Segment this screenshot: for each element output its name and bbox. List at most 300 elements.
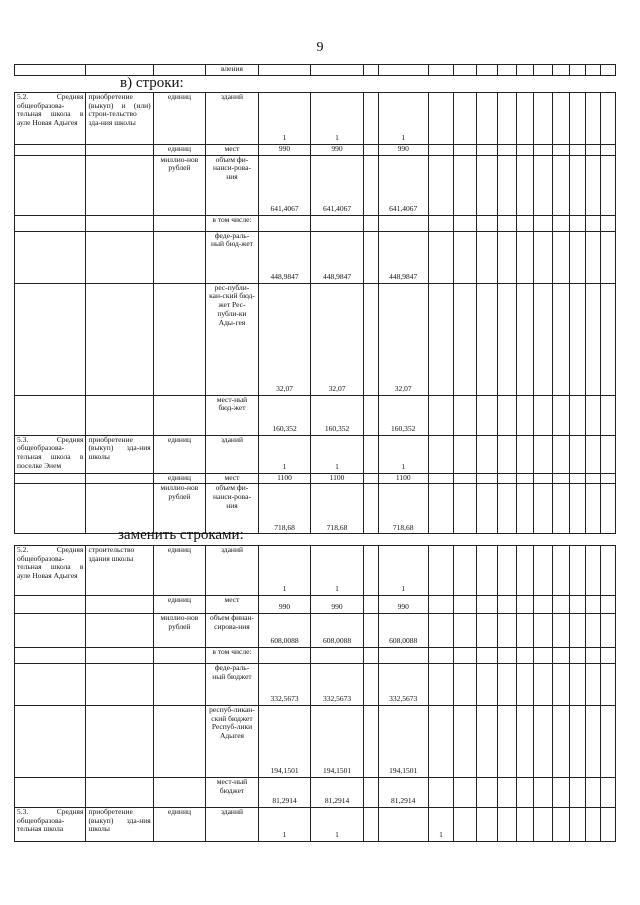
- object-name-cell: [15, 145, 86, 156]
- empty-cell: [569, 155, 586, 215]
- empty-cell: [477, 778, 498, 808]
- indicator-cell: мест: [206, 473, 259, 484]
- empty-cell: [533, 614, 552, 648]
- empty-cell: [363, 664, 378, 706]
- cell: [517, 65, 534, 76]
- empty-cell: [498, 145, 517, 156]
- empty-cell: [586, 145, 601, 156]
- table-row: [15, 778, 616, 808]
- value-cell: 608,0088: [311, 614, 364, 648]
- empty-cell: [363, 435, 378, 473]
- empty-cell: [586, 546, 601, 596]
- empty-cell: [533, 648, 552, 664]
- empty-cell: [586, 93, 601, 145]
- page-number: 9: [316, 40, 324, 55]
- empty-cell: [363, 484, 378, 534]
- table-row: [15, 395, 616, 435]
- object-name-cell: [15, 484, 86, 534]
- empty-cell: [517, 484, 534, 534]
- empty-cell: [517, 706, 534, 778]
- object-name-cell: [15, 215, 86, 231]
- value-cell: [378, 808, 428, 842]
- value-cell: [428, 596, 453, 614]
- empty-cell: [454, 473, 477, 484]
- empty-cell: [601, 283, 616, 395]
- empty-cell: [586, 648, 601, 664]
- empty-cell: [601, 664, 616, 706]
- indicator-cell: объем финан-сирова-ния: [206, 614, 259, 648]
- object-name-cell: 5.2. Средняя общеобразова-тельная школа в ауле Новая Адыгея: [15, 93, 86, 145]
- empty-cell: [454, 283, 477, 395]
- value-cell: 718,68: [378, 484, 428, 534]
- value-cell: [428, 664, 453, 706]
- empty-cell: [601, 435, 616, 473]
- empty-cell: [363, 215, 378, 231]
- value-cell: 990: [378, 145, 428, 156]
- empty-cell: [569, 808, 586, 842]
- empty-cell: [454, 231, 477, 283]
- value-cell: 641,4067: [258, 155, 311, 215]
- section-heading-before: в) строки:: [120, 75, 184, 91]
- empty-cell: [552, 215, 569, 231]
- empty-cell: [533, 706, 552, 778]
- empty-cell: [363, 283, 378, 395]
- empty-cell: [477, 596, 498, 614]
- empty-cell: [552, 484, 569, 534]
- empty-cell: [363, 778, 378, 808]
- indicator-cell: зданий: [206, 546, 259, 596]
- cell: [498, 65, 517, 76]
- value-cell: 1: [378, 546, 428, 596]
- value-cell: 1: [311, 435, 364, 473]
- empty-cell: [454, 664, 477, 706]
- empty-cell: [498, 808, 517, 842]
- value-cell: 32,07: [311, 283, 364, 395]
- empty-cell: [428, 155, 453, 215]
- value-cell: 608,0088: [258, 614, 311, 648]
- unit-cell: [153, 778, 206, 808]
- value-cell: 160,352: [258, 395, 311, 435]
- value-cell: 1: [258, 808, 311, 842]
- table-row: [15, 473, 616, 484]
- empty-cell: [454, 596, 477, 614]
- value-cell: [311, 648, 364, 664]
- empty-cell: [586, 778, 601, 808]
- empty-cell: [517, 395, 534, 435]
- empty-cell: [454, 706, 477, 778]
- table-row: [15, 664, 616, 706]
- object-name-cell: [15, 231, 86, 283]
- empty-cell: [601, 231, 616, 283]
- empty-cell: [533, 283, 552, 395]
- empty-cell: [428, 145, 453, 156]
- empty-cell: [569, 596, 586, 614]
- action-cell: [86, 145, 153, 156]
- empty-cell: [498, 706, 517, 778]
- continuation-cell: вления: [206, 65, 259, 76]
- action-cell: [86, 596, 153, 614]
- empty-cell: [569, 706, 586, 778]
- empty-cell: [533, 546, 552, 596]
- table-row: [15, 231, 616, 283]
- empty-cell: [477, 283, 498, 395]
- value-cell: 608,0088: [378, 614, 428, 648]
- empty-cell: [533, 664, 552, 706]
- value-cell: 1: [378, 435, 428, 473]
- unit-cell: единиц: [153, 473, 206, 484]
- empty-cell: [428, 484, 453, 534]
- unit-cell: миллио-нов рублей: [153, 155, 206, 215]
- empty-cell: [533, 215, 552, 231]
- empty-cell: [498, 473, 517, 484]
- value-cell: 990: [378, 596, 428, 614]
- empty-cell: [498, 395, 517, 435]
- empty-cell: [586, 283, 601, 395]
- action-cell: приобретение (выкуп) зда-ния школы: [86, 808, 153, 842]
- empty-cell: [552, 648, 569, 664]
- table-row: [15, 435, 616, 473]
- value-cell: 160,352: [378, 395, 428, 435]
- value-cell: 990: [258, 145, 311, 156]
- indicator-cell: мест-ный бюд-жет: [206, 395, 259, 435]
- empty-cell: [428, 283, 453, 395]
- empty-cell: [569, 283, 586, 395]
- value-cell: 1: [258, 93, 311, 145]
- empty-cell: [552, 808, 569, 842]
- empty-cell: [517, 614, 534, 648]
- unit-cell: единиц: [153, 435, 206, 473]
- empty-cell: [428, 93, 453, 145]
- unit-cell: единиц: [153, 546, 206, 596]
- empty-cell: [552, 283, 569, 395]
- empty-cell: [601, 706, 616, 778]
- unit-cell: единиц: [153, 145, 206, 156]
- table-row: [15, 596, 616, 614]
- value-cell: 990: [311, 145, 364, 156]
- indicator-cell: зданий: [206, 808, 259, 842]
- empty-cell: [363, 473, 378, 484]
- unit-cell: миллио-нов рублей: [153, 614, 206, 648]
- value-cell: 1100: [258, 473, 311, 484]
- unit-cell: миллио-нов рублей: [153, 484, 206, 534]
- unit-cell: [153, 231, 206, 283]
- empty-cell: [477, 435, 498, 473]
- table-row: [15, 484, 616, 534]
- empty-cell: [533, 473, 552, 484]
- table-row: [15, 706, 616, 778]
- table-row: [15, 93, 616, 145]
- empty-cell: [428, 215, 453, 231]
- action-cell: [86, 283, 153, 395]
- object-name-cell: 5.3. Средняя общеобразова-тельная школа: [15, 808, 86, 842]
- empty-cell: [477, 484, 498, 534]
- indicator-cell: зданий: [206, 435, 259, 473]
- empty-cell: [517, 808, 534, 842]
- value-cell: [311, 215, 364, 231]
- empty-cell: [569, 484, 586, 534]
- object-name-cell: [15, 473, 86, 484]
- empty-cell: [517, 155, 534, 215]
- empty-cell: [586, 435, 601, 473]
- action-cell: [86, 614, 153, 648]
- value-cell: 160,352: [311, 395, 364, 435]
- empty-cell: [586, 808, 601, 842]
- value-cell: 1100: [378, 473, 428, 484]
- value-cell: 1: [311, 546, 364, 596]
- value-cell: 81,2914: [378, 778, 428, 808]
- empty-cell: [601, 808, 616, 842]
- empty-cell: [533, 155, 552, 215]
- empty-cell: [477, 93, 498, 145]
- unit-cell: [153, 664, 206, 706]
- value-cell: [258, 215, 311, 231]
- empty-cell: [517, 283, 534, 395]
- empty-cell: [477, 473, 498, 484]
- object-name-cell: [15, 706, 86, 778]
- empty-cell: [517, 664, 534, 706]
- table-row: [15, 546, 616, 596]
- empty-cell: [586, 484, 601, 534]
- empty-cell: [454, 546, 477, 596]
- empty-cell: [477, 614, 498, 648]
- empty-cell: [586, 395, 601, 435]
- empty-cell: [586, 614, 601, 648]
- action-cell: [86, 155, 153, 215]
- empty-cell: [569, 664, 586, 706]
- cell: [454, 65, 477, 76]
- empty-cell: [454, 395, 477, 435]
- empty-cell: [477, 546, 498, 596]
- value-cell: 990: [311, 596, 364, 614]
- empty-cell: [569, 546, 586, 596]
- empty-cell: [454, 648, 477, 664]
- empty-cell: [533, 596, 552, 614]
- unit-cell: единиц: [153, 93, 206, 145]
- empty-cell: [428, 231, 453, 283]
- empty-cell: [517, 778, 534, 808]
- empty-cell: [363, 706, 378, 778]
- empty-cell: [363, 596, 378, 614]
- empty-cell: [454, 93, 477, 145]
- cell: [586, 65, 601, 76]
- indicator-cell: объем фи-нанси-рова-ния: [206, 155, 259, 215]
- value-cell: 1100: [311, 473, 364, 484]
- empty-cell: [533, 93, 552, 145]
- action-cell: [86, 395, 153, 435]
- empty-cell: [533, 435, 552, 473]
- empty-cell: [498, 778, 517, 808]
- empty-cell: [454, 155, 477, 215]
- cell: [15, 65, 86, 76]
- empty-cell: [552, 778, 569, 808]
- value-cell: 32,07: [378, 283, 428, 395]
- object-name-cell: [15, 155, 86, 215]
- empty-cell: [517, 648, 534, 664]
- value-cell: 990: [258, 596, 311, 614]
- unit-cell: [153, 283, 206, 395]
- cell: [378, 65, 428, 76]
- empty-cell: [552, 395, 569, 435]
- empty-cell: [454, 778, 477, 808]
- value-cell: 641,4067: [378, 155, 428, 215]
- empty-cell: [498, 614, 517, 648]
- object-name-cell: [15, 283, 86, 395]
- value-cell: 194,1501: [311, 706, 364, 778]
- top-continuation-table: [14, 64, 616, 76]
- empty-cell: [363, 395, 378, 435]
- action-cell: приобретение (выкуп) зда-ния школы: [86, 435, 153, 473]
- cell: [569, 65, 586, 76]
- unit-cell: [153, 648, 206, 664]
- action-cell: приобретение (выкуп) и (или) строи-тельство зда-ния школы: [86, 93, 153, 145]
- empty-cell: [533, 808, 552, 842]
- empty-cell: [498, 546, 517, 596]
- indicator-cell: зданий: [206, 93, 259, 145]
- empty-cell: [498, 155, 517, 215]
- section-heading-after: заменить строками:: [118, 527, 244, 543]
- empty-cell: [569, 215, 586, 231]
- value-cell: 1: [311, 93, 364, 145]
- empty-cell: [477, 664, 498, 706]
- empty-cell: [586, 706, 601, 778]
- action-cell: строительство здания школы: [86, 546, 153, 596]
- indicator-cell: рес-публи-кан-ский бюд-жет Рес-публи-ки Ады-гея: [206, 283, 259, 395]
- value-cell: 448,9847: [258, 231, 311, 283]
- empty-cell: [569, 231, 586, 283]
- object-name-cell: [15, 614, 86, 648]
- cell: [153, 65, 206, 76]
- empty-cell: [552, 145, 569, 156]
- table-row: [15, 614, 616, 648]
- empty-cell: [454, 614, 477, 648]
- action-cell: [86, 648, 153, 664]
- empty-cell: [498, 596, 517, 614]
- table-row: [15, 283, 616, 395]
- indicator-cell: феде-раль-ный бюд-жет: [206, 231, 259, 283]
- value-cell: [428, 648, 453, 664]
- empty-cell: [428, 395, 453, 435]
- empty-cell: [569, 145, 586, 156]
- empty-cell: [363, 231, 378, 283]
- empty-cell: [601, 145, 616, 156]
- empty-cell: [586, 664, 601, 706]
- empty-cell: [552, 706, 569, 778]
- indicator-cell: респуб-ликан-ский бюджет Респуб-лики Адыгея: [206, 706, 259, 778]
- indicator-cell: в том числе:: [206, 648, 259, 664]
- object-name-cell: [15, 596, 86, 614]
- empty-cell: [498, 435, 517, 473]
- value-cell: 641,4067: [311, 155, 364, 215]
- empty-cell: [454, 484, 477, 534]
- empty-cell: [477, 145, 498, 156]
- empty-cell: [454, 808, 477, 842]
- empty-cell: [601, 614, 616, 648]
- empty-cell: [569, 93, 586, 145]
- empty-cell: [552, 473, 569, 484]
- value-cell: 332,5673: [311, 664, 364, 706]
- object-name-cell: [15, 395, 86, 435]
- empty-cell: [498, 215, 517, 231]
- value-cell: 332,5673: [378, 664, 428, 706]
- indicator-cell: в том числе:: [206, 215, 259, 231]
- empty-cell: [498, 93, 517, 145]
- empty-cell: [477, 215, 498, 231]
- action-cell: [86, 473, 153, 484]
- value-cell: 1: [378, 93, 428, 145]
- value-cell: [378, 648, 428, 664]
- value-cell: 448,9847: [378, 231, 428, 283]
- empty-cell: [569, 435, 586, 473]
- empty-cell: [363, 145, 378, 156]
- empty-cell: [569, 648, 586, 664]
- empty-cell: [517, 435, 534, 473]
- indicator-cell: мест-ный бюджет: [206, 778, 259, 808]
- empty-cell: [477, 155, 498, 215]
- empty-cell: [454, 215, 477, 231]
- empty-cell: [454, 145, 477, 156]
- value-cell: [428, 778, 453, 808]
- indicator-cell: объем фи-нанси-рова-ния: [206, 484, 259, 534]
- action-cell: [86, 231, 153, 283]
- empty-cell: [454, 435, 477, 473]
- indicator-cell: мест: [206, 596, 259, 614]
- indicator-cell: мест: [206, 145, 259, 156]
- table-row: [15, 648, 616, 664]
- value-cell: [378, 215, 428, 231]
- empty-cell: [533, 395, 552, 435]
- empty-cell: [569, 614, 586, 648]
- cell: [86, 65, 153, 76]
- object-name-cell: [15, 648, 86, 664]
- table-row: [15, 145, 616, 156]
- empty-cell: [498, 664, 517, 706]
- object-name-cell: [15, 778, 86, 808]
- cell: [477, 65, 498, 76]
- table-after: [14, 545, 616, 842]
- empty-cell: [552, 155, 569, 215]
- empty-cell: [517, 231, 534, 283]
- empty-cell: [498, 283, 517, 395]
- value-cell: 81,2914: [311, 778, 364, 808]
- empty-cell: [477, 231, 498, 283]
- empty-cell: [586, 155, 601, 215]
- empty-cell: [363, 546, 378, 596]
- empty-cell: [363, 614, 378, 648]
- empty-cell: [601, 93, 616, 145]
- empty-cell: [601, 473, 616, 484]
- empty-cell: [586, 596, 601, 614]
- value-cell: 448,9847: [311, 231, 364, 283]
- empty-cell: [533, 484, 552, 534]
- table-row: [15, 808, 616, 842]
- empty-cell: [477, 648, 498, 664]
- value-cell: 1: [428, 808, 453, 842]
- unit-cell: [153, 215, 206, 231]
- empty-cell: [552, 435, 569, 473]
- object-name-cell: 5.3. Средняя общеобразова-тельная школа в поселке Энем: [15, 435, 86, 473]
- empty-cell: [552, 231, 569, 283]
- empty-cell: [601, 395, 616, 435]
- empty-cell: [569, 778, 586, 808]
- empty-cell: [363, 155, 378, 215]
- empty-cell: [498, 648, 517, 664]
- value-cell: [428, 706, 453, 778]
- empty-cell: [552, 546, 569, 596]
- empty-cell: [586, 231, 601, 283]
- unit-cell: [153, 395, 206, 435]
- value-cell: 81,2914: [258, 778, 311, 808]
- empty-cell: [477, 395, 498, 435]
